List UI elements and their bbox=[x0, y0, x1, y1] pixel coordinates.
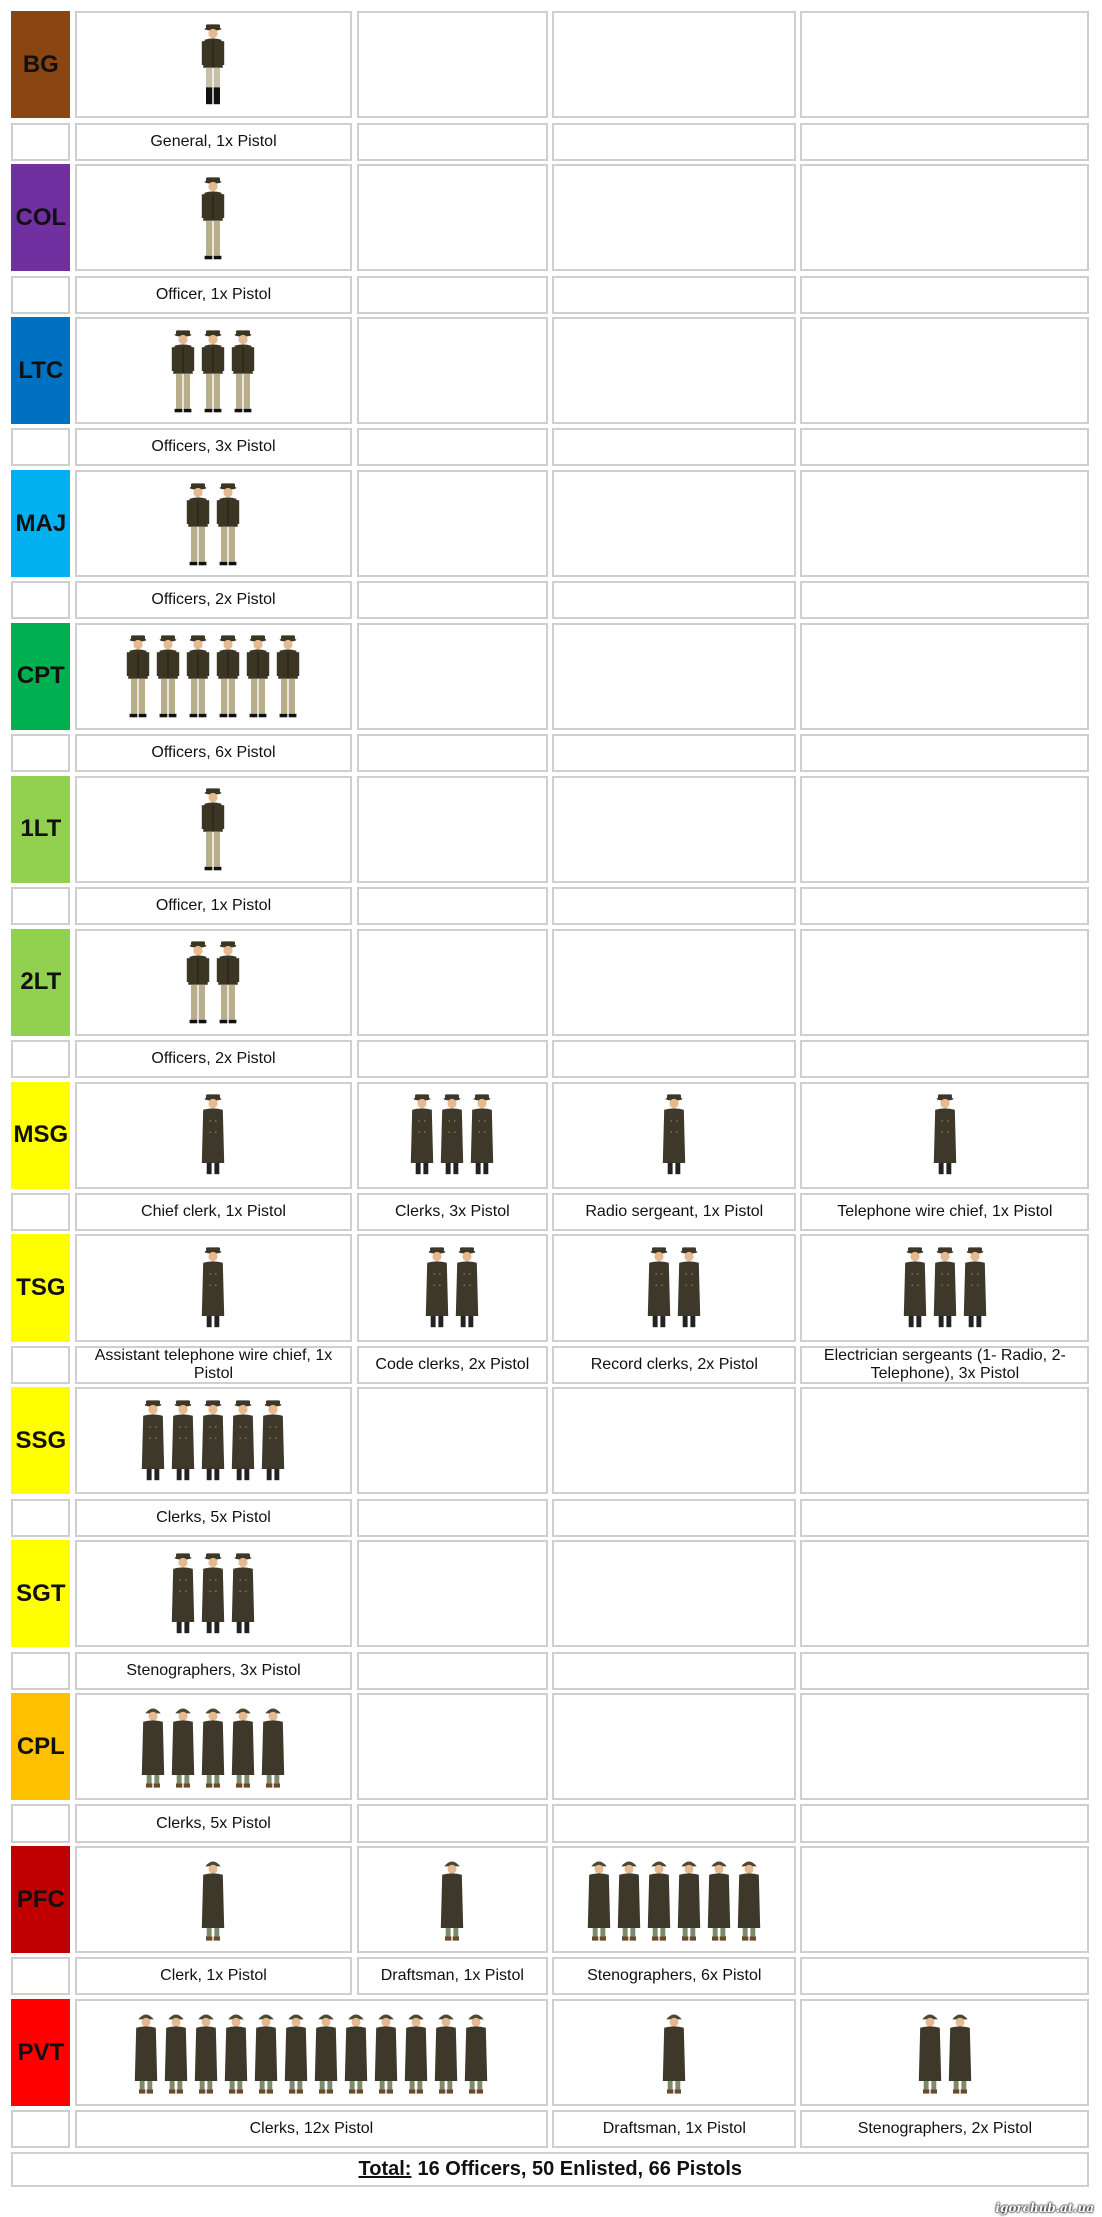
empty-label-cell bbox=[357, 887, 549, 925]
total-text: 16 Officers, 50 Enlisted, 66 Pistols bbox=[417, 2157, 743, 2180]
empty-label-cell bbox=[357, 1804, 549, 1842]
soldier-figure bbox=[199, 1858, 227, 1942]
nco-figure bbox=[199, 1399, 227, 1483]
personnel-label: Officer, 1x Pistol bbox=[75, 276, 353, 314]
empty-cell bbox=[552, 776, 796, 883]
soldier-figure bbox=[432, 2011, 460, 2095]
nco-figure bbox=[931, 1093, 959, 1177]
personnel-figures bbox=[552, 1846, 796, 1953]
personnel-figures bbox=[357, 1082, 549, 1189]
personnel-label: Code clerks, 2x Pistol bbox=[357, 1346, 549, 1384]
empty-cell bbox=[552, 11, 796, 118]
empty-cell bbox=[800, 317, 1089, 424]
personnel-figures bbox=[75, 623, 353, 730]
officer-figure bbox=[229, 329, 257, 413]
nco-figure bbox=[139, 1399, 167, 1483]
nco-figure bbox=[901, 1246, 929, 1330]
soldier-figure bbox=[252, 2011, 280, 2095]
personnel-figures bbox=[75, 317, 353, 424]
personnel-figures bbox=[75, 164, 353, 271]
rank-badge: SGT bbox=[11, 1540, 70, 1647]
nco-figure bbox=[259, 1399, 287, 1483]
nco-figure bbox=[961, 1246, 989, 1330]
nco-figure bbox=[408, 1093, 436, 1177]
nco-figure bbox=[468, 1093, 496, 1177]
empty-label-cell bbox=[357, 1499, 549, 1537]
nco-figure bbox=[675, 1246, 703, 1330]
empty-label-cell bbox=[800, 428, 1089, 466]
soldier-figure bbox=[259, 1705, 287, 1789]
soldier-figure bbox=[660, 2011, 688, 2095]
rank-badge: PFC bbox=[11, 1846, 70, 1953]
soldier-figure bbox=[192, 2011, 220, 2095]
empty-label-cell bbox=[11, 1804, 70, 1842]
personnel-figures bbox=[75, 470, 353, 577]
soldier-figure bbox=[585, 1858, 613, 1942]
rank-badge: MAJ bbox=[11, 470, 70, 577]
empty-label-cell bbox=[800, 581, 1089, 619]
officer-figure bbox=[199, 176, 227, 260]
empty-label-cell bbox=[552, 581, 796, 619]
nco-figure bbox=[438, 1093, 466, 1177]
personnel-label: Stenographers, 3x Pistol bbox=[75, 1652, 353, 1690]
officer-figure bbox=[244, 634, 272, 718]
nco-figure bbox=[169, 1399, 197, 1483]
personnel-label: Chief clerk, 1x Pistol bbox=[75, 1193, 353, 1231]
personnel-figures bbox=[552, 1082, 796, 1189]
empty-cell bbox=[800, 164, 1089, 271]
empty-label-cell bbox=[11, 1040, 70, 1078]
general-figure bbox=[199, 23, 227, 107]
empty-label-cell bbox=[357, 276, 549, 314]
rank-badge: BG bbox=[11, 11, 70, 118]
personnel-label: Officers, 2x Pistol bbox=[75, 1040, 353, 1078]
personnel-figures bbox=[75, 1387, 353, 1494]
empty-label-cell bbox=[11, 276, 70, 314]
empty-cell bbox=[800, 11, 1089, 118]
personnel-label: Officers, 3x Pistol bbox=[75, 428, 353, 466]
soldier-figure bbox=[462, 2011, 490, 2095]
soldier-figure bbox=[132, 2011, 160, 2095]
soldier-figure bbox=[438, 1858, 466, 1942]
empty-cell bbox=[552, 623, 796, 730]
empty-cell bbox=[552, 1387, 796, 1494]
officer-figure bbox=[184, 634, 212, 718]
nco-figure bbox=[229, 1552, 257, 1636]
empty-label-cell bbox=[552, 1804, 796, 1842]
officer-figure bbox=[124, 634, 152, 718]
rank-badge: LTC bbox=[11, 317, 70, 424]
empty-label-cell bbox=[11, 2110, 70, 2148]
soldier-figure bbox=[735, 1858, 763, 1942]
empty-label-cell bbox=[800, 1804, 1089, 1842]
empty-label-cell bbox=[357, 734, 549, 772]
personnel-label: Stenographers, 2x Pistol bbox=[800, 2110, 1089, 2148]
personnel-label: Assistant telephone wire chief, 1x Pistol bbox=[75, 1346, 353, 1384]
empty-label-cell bbox=[552, 123, 796, 161]
personnel-figures bbox=[75, 1693, 353, 1800]
officer-figure bbox=[214, 940, 242, 1024]
soldier-figure bbox=[645, 1858, 673, 1942]
personnel-figures bbox=[357, 1234, 549, 1341]
empty-cell bbox=[357, 623, 549, 730]
empty-label-cell bbox=[11, 581, 70, 619]
personnel-figures bbox=[75, 11, 353, 118]
soldier-figure bbox=[222, 2011, 250, 2095]
empty-cell bbox=[357, 164, 549, 271]
soldier-figure bbox=[675, 1858, 703, 1942]
empty-label-cell bbox=[800, 1499, 1089, 1537]
empty-label-cell bbox=[800, 1652, 1089, 1690]
rank-badge: PVT bbox=[11, 1999, 70, 2106]
rank-badge: CPL bbox=[11, 1693, 70, 1800]
rank-badge: COL bbox=[11, 164, 70, 271]
soldier-figure bbox=[229, 1705, 257, 1789]
personnel-figures bbox=[357, 1846, 549, 1953]
personnel-figures bbox=[75, 1999, 548, 2106]
officer-figure bbox=[214, 482, 242, 566]
empty-label-cell bbox=[357, 1652, 549, 1690]
personnel-figures bbox=[552, 1999, 796, 2106]
officer-figure bbox=[274, 634, 302, 718]
empty-label-cell bbox=[800, 1957, 1089, 1995]
soldier-figure bbox=[162, 2011, 190, 2095]
personnel-figures bbox=[800, 1999, 1089, 2106]
rank-badge: TSG bbox=[11, 1234, 70, 1341]
empty-cell bbox=[800, 1540, 1089, 1647]
empty-cell bbox=[357, 1387, 549, 1494]
personnel-figures bbox=[75, 929, 353, 1036]
personnel-figures bbox=[75, 776, 353, 883]
empty-label-cell bbox=[800, 734, 1089, 772]
personnel-label: Draftsman, 1x Pistol bbox=[357, 1957, 549, 1995]
empty-cell bbox=[800, 1846, 1089, 1953]
empty-cell bbox=[800, 1693, 1089, 1800]
empty-cell bbox=[552, 929, 796, 1036]
personnel-figures bbox=[75, 1540, 353, 1647]
empty-label-cell bbox=[11, 1346, 70, 1384]
empty-cell bbox=[800, 1387, 1089, 1494]
soldier-figure bbox=[282, 2011, 310, 2095]
soldier-figure bbox=[139, 1705, 167, 1789]
personnel-label: General, 1x Pistol bbox=[75, 123, 353, 161]
personnel-figures bbox=[75, 1234, 353, 1341]
empty-label-cell bbox=[11, 1193, 70, 1231]
empty-label-cell bbox=[552, 1652, 796, 1690]
soldier-figure bbox=[199, 1705, 227, 1789]
officer-figure bbox=[199, 787, 227, 871]
empty-label-cell bbox=[552, 276, 796, 314]
empty-cell bbox=[800, 470, 1089, 577]
nco-figure bbox=[660, 1093, 688, 1177]
personnel-label: Stenographers, 6x Pistol bbox=[552, 1957, 796, 1995]
empty-label-cell bbox=[11, 887, 70, 925]
soldier-figure bbox=[372, 2011, 400, 2095]
personnel-label: Record clerks, 2x Pistol bbox=[552, 1346, 796, 1384]
empty-label-cell bbox=[357, 581, 549, 619]
empty-label-cell bbox=[552, 1499, 796, 1537]
empty-cell bbox=[357, 1540, 549, 1647]
soldier-figure bbox=[342, 2011, 370, 2095]
personnel-label: Clerks, 5x Pistol bbox=[75, 1499, 353, 1537]
personnel-label: Clerks, 5x Pistol bbox=[75, 1804, 353, 1842]
personnel-label: Officers, 6x Pistol bbox=[75, 734, 353, 772]
soldier-figure bbox=[705, 1858, 733, 1942]
rank-badge: CPT bbox=[11, 623, 70, 730]
empty-label-cell bbox=[11, 734, 70, 772]
officer-figure bbox=[199, 329, 227, 413]
nco-figure bbox=[199, 1246, 227, 1330]
officer-figure bbox=[184, 940, 212, 1024]
empty-cell bbox=[552, 470, 796, 577]
empty-label-cell bbox=[552, 887, 796, 925]
personnel-label: Clerks, 12x Pistol bbox=[75, 2110, 548, 2148]
nco-figure bbox=[199, 1552, 227, 1636]
empty-cell bbox=[357, 776, 549, 883]
soldier-figure bbox=[615, 1858, 643, 1942]
nco-figure bbox=[169, 1552, 197, 1636]
empty-label-cell bbox=[11, 123, 70, 161]
officer-figure bbox=[184, 482, 212, 566]
soldier-figure bbox=[916, 2011, 944, 2095]
soldier-figure bbox=[402, 2011, 430, 2095]
empty-cell bbox=[800, 776, 1089, 883]
nco-figure bbox=[229, 1399, 257, 1483]
personnel-figures bbox=[552, 1234, 796, 1341]
personnel-label: Officer, 1x Pistol bbox=[75, 887, 353, 925]
officer-figure bbox=[214, 634, 242, 718]
personnel-label: Clerks, 3x Pistol bbox=[357, 1193, 549, 1231]
rank-badge: 2LT bbox=[11, 929, 70, 1036]
empty-cell bbox=[357, 11, 549, 118]
empty-label-cell bbox=[800, 276, 1089, 314]
nco-figure bbox=[199, 1093, 227, 1177]
empty-label-cell bbox=[11, 1957, 70, 1995]
empty-cell bbox=[552, 317, 796, 424]
personnel-figures bbox=[800, 1234, 1089, 1341]
officer-figure bbox=[154, 634, 182, 718]
empty-cell bbox=[357, 929, 549, 1036]
personnel-label: Draftsman, 1x Pistol bbox=[552, 2110, 796, 2148]
empty-cell bbox=[800, 929, 1089, 1036]
personnel-label: Radio sergeant, 1x Pistol bbox=[552, 1193, 796, 1231]
empty-label-cell bbox=[800, 123, 1089, 161]
empty-label-cell bbox=[552, 1040, 796, 1078]
empty-label-cell bbox=[800, 887, 1089, 925]
empty-label-cell bbox=[11, 1652, 70, 1690]
empty-label-cell bbox=[357, 1040, 549, 1078]
empty-label-cell bbox=[357, 123, 549, 161]
personnel-figures bbox=[75, 1082, 353, 1189]
soldier-figure bbox=[169, 1705, 197, 1789]
empty-cell bbox=[552, 1693, 796, 1800]
empty-cell bbox=[357, 470, 549, 577]
nco-figure bbox=[931, 1246, 959, 1330]
empty-cell bbox=[357, 317, 549, 424]
watermark: igorchub.at.ua bbox=[995, 2201, 1094, 2215]
empty-label-cell bbox=[800, 1040, 1089, 1078]
personnel-label: Clerk, 1x Pistol bbox=[75, 1957, 353, 1995]
total-row bbox=[11, 2152, 1089, 2187]
empty-cell bbox=[552, 164, 796, 271]
empty-label-cell bbox=[552, 428, 796, 466]
empty-cell bbox=[357, 1693, 549, 1800]
nco-figure bbox=[645, 1246, 673, 1330]
empty-cell bbox=[552, 1540, 796, 1647]
personnel-figures bbox=[800, 1082, 1089, 1189]
empty-label-cell bbox=[11, 428, 70, 466]
personnel-label: Officers, 2x Pistol bbox=[75, 581, 353, 619]
rank-badge: SSG bbox=[11, 1387, 70, 1494]
nco-figure bbox=[423, 1246, 451, 1330]
empty-label-cell bbox=[11, 1499, 70, 1537]
rank-badge: MSG bbox=[11, 1082, 70, 1189]
nco-figure bbox=[453, 1246, 481, 1330]
empty-label-cell bbox=[552, 734, 796, 772]
personnel-figures bbox=[75, 1846, 353, 1953]
officer-figure bbox=[169, 329, 197, 413]
personnel-label: Telephone wire chief, 1x Pistol bbox=[800, 1193, 1089, 1231]
empty-label-cell bbox=[357, 428, 549, 466]
soldier-figure bbox=[312, 2011, 340, 2095]
personnel-label: Electrician sergeants (1- Radio, 2-Telephone), 3x Pistol bbox=[800, 1346, 1089, 1384]
soldier-figure bbox=[946, 2011, 974, 2095]
total-prefix: Total: bbox=[358, 2157, 412, 2180]
rank-badge: 1LT bbox=[11, 776, 70, 883]
empty-cell bbox=[800, 623, 1089, 730]
